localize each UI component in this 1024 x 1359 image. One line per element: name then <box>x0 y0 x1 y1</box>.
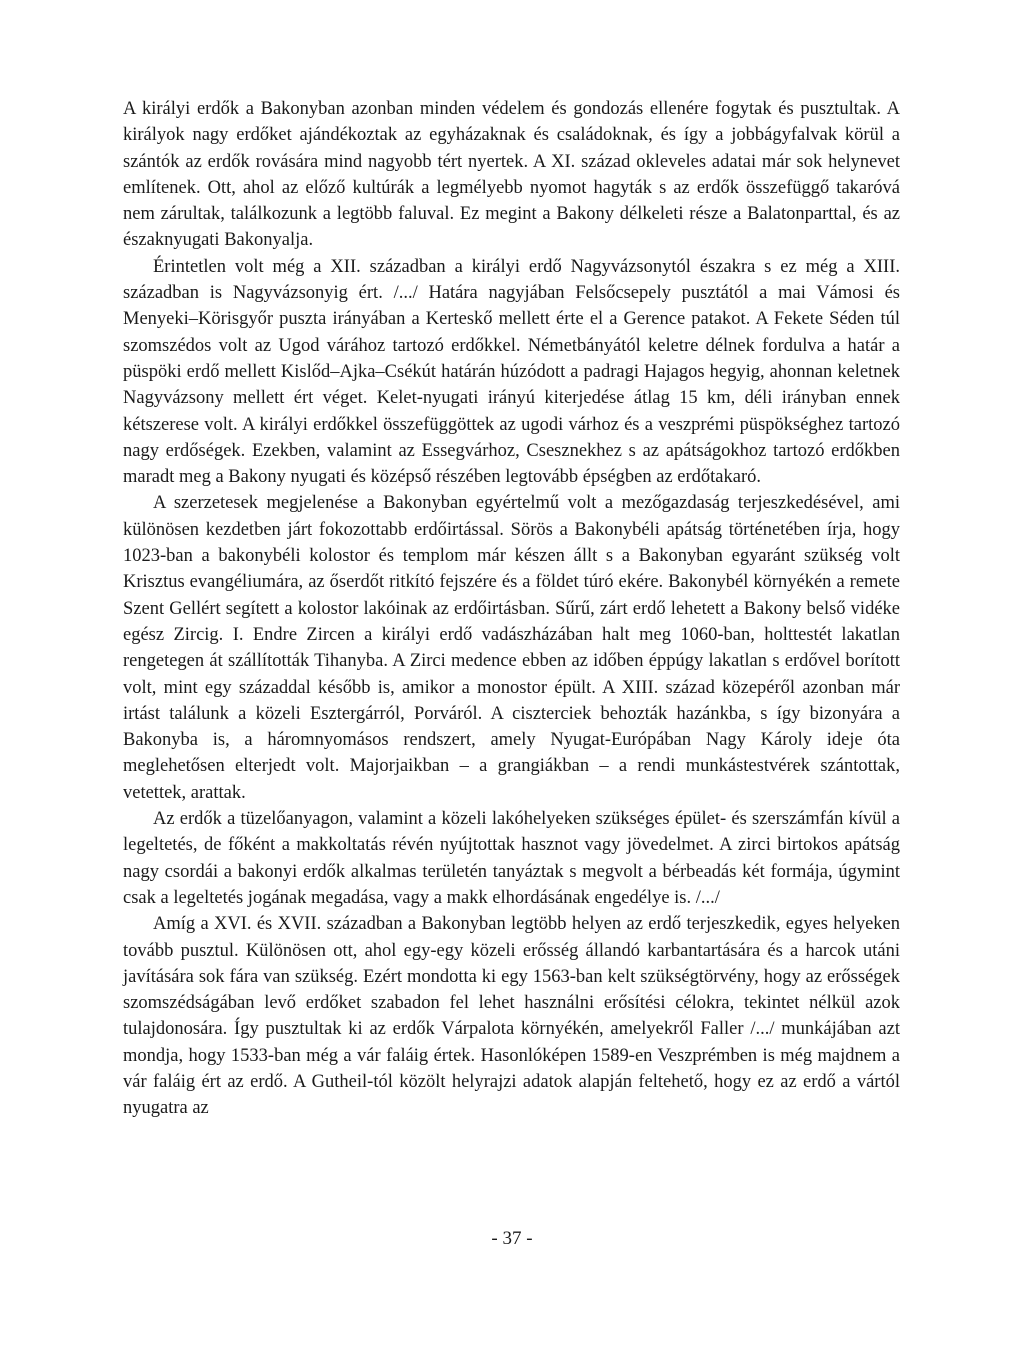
page-body <box>123 96 900 1122</box>
paragraph-3: A szerzetesek megjelenése a Bakonyban egyértelmű volt a mezőgazdaság terjeszkedésével, ami különösen kezdetben járt fokozottabb erdőirtással. Sörös a Bakonybéli apátság történetében írja, hogy 1023-ban a bakonybéli kolostor és templom már készen állt s a Bakonyban egyaránt szükség volt Krisztus evangéliumára, az őserdőt ritkító fejszére és a földet túró ekére. Bakonybél környékén a remete Szent Gellért segített a kolostor lakóinak az erdőirtásban. Sűrű, zárt erdő lehetett a Bakony belső vidéke egész Zircig. I. Endre Zircen a királyi erdő vadászházában halt meg 1060-ban, holttestét lakatlan rengetegen át szállították Tihanyba. A Zirci medence ebben az időben éppúgy lakatlan s erdővel borított volt, mint egy századdal később is, amikor a monostor épült. A XIII. század közepéről azonban már irtást találunk a közeli Esztergárról, Porváról. A ciszterciek behozták hazánkba, s így bizonyára a Bakonyba is, a háromnyomásos rendszert, amely Nyugat-Európában Nagy Károly ideje óta meglehetősen elterjedt volt. Majorjaikban – a grangiákban – a rendi munkástestvérek szántottak, vetettek, arattak. <box>123 493 900 803</box>
page-number: - 37 - <box>491 1228 533 1249</box>
paragraph-2: Érintetlen volt még a XII. században a királyi erdő Nagyvázsonytól északra s ez még a XIII. században is Nagyvázsonyig ért. /.../ Határa nagyjában Felsőcsepely pusztától a mai Vámosi és Menyeki–Körisgyőr puszta irányában a Kerteskő mellett érte el a Gerence patakot. A Fekete Séden túl szomszédos volt az Ugod várához tartozó erdőkkel. Németbányától keletre délnek fordulva a határ a püspöki erdő mellett Kislőd–Ajka–Csékút határán húzódott a padragi Hajagos hegyig, ahonnan keletnek Nagyvázsony mellett ért véget. Kelet-nyugati irányú kiterjedése átlag 15 km, déli irányban ennek kétszerese volt. A királyi erdőkkel összefüggöttek az ugodi várhoz és a veszprémi püspökséghez tartozó nagy erdőségek. Ezekben, valamint az Essegvárhoz, Csesznekhez s az apátságokhoz tartozó erdőkben maradt meg a Bakony nyugati és középső részében legtovább épségben az erdőtakaró. <box>123 256 900 488</box>
paragraph-5: Amíg a XVI. és XVII. században a Bakonyban legtöbb helyen az erdő terjeszkedik, egyes helyeken tovább pusztul. Különösen ott, ahol egy-egy közeli erősség állandó karbantartására és a harcok utáni javítására sok fára van szükség. Ezért mondotta ki egy 1563-ban kelt szükségtörvény, hogy az erősségek szomszédságában levő erdőket szabadon fel lehet használni erősítési célokra, tekintet nélkül azok tulajdonosára. Így pusztultak ki az erdők Várpalota környékén, amelyekről Faller /.../ munkájában azt mondja, hogy 1533-ban még a vár faláig értek. Hasonlóképen 1589-en Veszprémben is még majdnem a vár faláig ért az erdő. A Gutheil-tól közölt helyrajzi adatok alapján feltehető, hogy ez az erdő a vártól nyugatra az <box>123 914 900 1119</box>
paragraph-1: A királyi erdők a Bakonyban azonban minden védelem és gondozás ellenére fogytak és pusztultak. A királyok nagy erdőket ajándékoztak az egyházaknak és családoknak, és így a jobbágyfalvak körül a szántók az erdők rovására mind nagyobb tért nyertek. A XI. század okleveles adatai már sok helynevet említenek. Ott, ahol az előző kultúrák a legmélyebb nyomot hagyták s az erdők összefüggő takaróvá nem zárultak, találkozunk a legtöbb faluval. Ez megint a Bakony délkeleti része a Balatonparttal, és az északnyugati Bakonyalja. <box>123 99 900 251</box>
paragraph-4: Az erdők a tüzelőanyagon, valamint a közeli lakóhelyeken szükséges épület- és szerszámfán kívül a legeltetés, de főként a makkoltatás révén nyújtottak hasznot vagy jövedelmet. A zirci birtokos apátság nagy csordái a bakonyi erdők alkalmas területén tanyáztak s megvolt a bérbeadás két formája, úgymint csak a legeltetés jogának megadása, vagy a makk elhordásának engedélye is. /.../ <box>123 809 900 908</box>
